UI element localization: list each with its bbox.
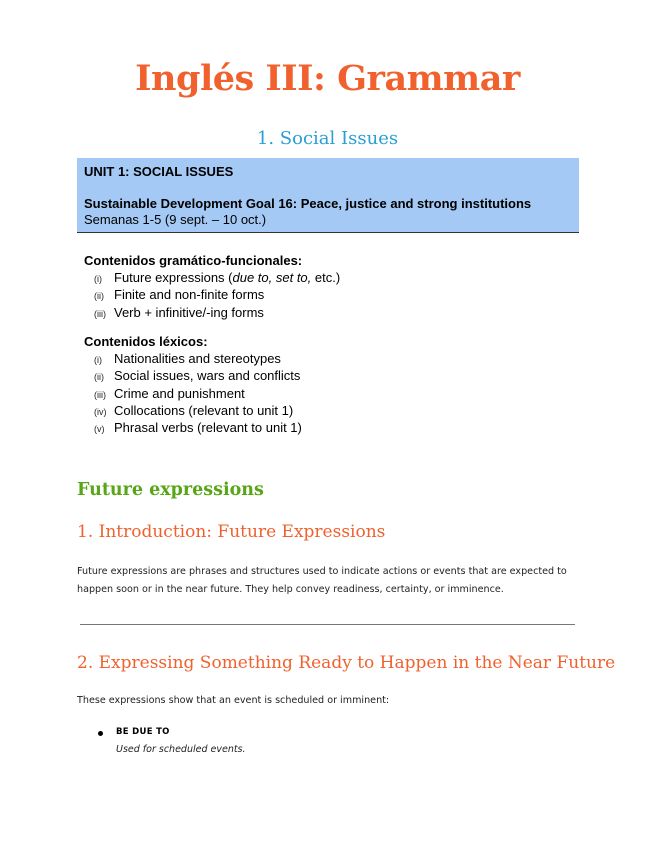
- sdg-goal: Sustainable Development Goal 16: Peace, justice and strong institutions: [84, 196, 532, 211]
- horizontal-divider: [80, 624, 575, 625]
- list-item-italic-text: due to, set to,: [232, 270, 312, 285]
- intro-paragraph: Future expressions are phrases and structures used to indicate actions or events that are expected to happen soon or in the near future. They help convey readiness, certainty, or imminence.: [77, 566, 567, 595]
- lexical-contents: [84, 334, 302, 437]
- list-item-number: (ii): [94, 291, 104, 302]
- near-future-heading: 2. Expressing Something Ready to Happen in the Near Future: [77, 653, 616, 673]
- bullet-term: BE DUE TO: [116, 727, 170, 737]
- list-item-text: Future expressions (: [114, 270, 233, 285]
- grammar-heading: Contenidos gramático-funcionales:: [84, 253, 303, 268]
- list-item: [84, 270, 340, 287]
- list-item-number: (v): [94, 424, 105, 435]
- list-item: [84, 386, 302, 403]
- list-item: [84, 351, 302, 368]
- list-item-text: Finite and non-finite forms: [114, 287, 265, 303]
- near-future-paragraph: These expressions show that an event is scheduled or imminent:: [77, 695, 390, 706]
- future-expressions-heading: Future expressions: [77, 480, 264, 500]
- list-item-text-end: etc.): [311, 270, 341, 285]
- list-item-number: (i): [94, 274, 102, 284]
- document-title: Inglés III: Grammar: [135, 58, 520, 99]
- bullet-icon: [98, 731, 103, 736]
- list-item: [84, 403, 302, 420]
- list-item-text: Phrasal verbs (relevant to unit 1): [114, 420, 302, 436]
- unit-title: UNIT 1: SOCIAL ISSUES: [84, 164, 234, 179]
- bullet-description: Used for scheduled events.: [116, 744, 246, 755]
- list-item-number: (ii): [94, 372, 104, 383]
- list-item: [84, 305, 340, 322]
- intro-heading: 1. Introduction: Future Expressions: [77, 522, 386, 542]
- list-item-number: (iii): [94, 389, 106, 400]
- list-item: [84, 287, 340, 304]
- section-subtitle: 1. Social Issues: [256, 128, 399, 149]
- list-item-text: Social issues, wars and conflicts: [114, 368, 301, 384]
- list-item-text: Verb + infinitive/-ing forms: [114, 304, 264, 320]
- list-item-text: Nationalities and stereotypes: [114, 351, 281, 366]
- list-item: [84, 420, 302, 437]
- list-item-number: (i): [94, 355, 102, 365]
- list-item: [84, 368, 302, 385]
- grammar-contents: [84, 253, 340, 322]
- unit-info-box: [77, 158, 579, 233]
- list-item-number: (iii): [94, 308, 106, 319]
- list-item-text: Collocations (relevant to unit 1): [114, 402, 294, 418]
- list-item-number: (iv): [94, 406, 107, 417]
- list-item-text: Crime and punishment: [114, 385, 245, 401]
- unit-dates: Semanas 1-5 (9 sept. – 10 oct.): [84, 212, 267, 227]
- lexical-heading: Contenidos léxicos:: [84, 334, 208, 349]
